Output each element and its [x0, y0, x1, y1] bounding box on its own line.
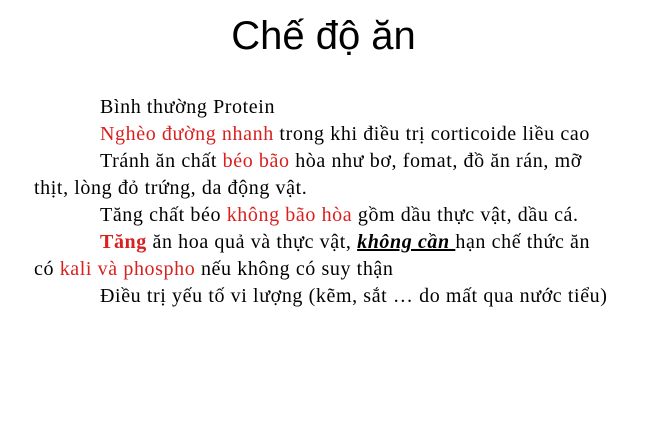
paragraph-unsaturated-fat — [34, 202, 614, 229]
paragraph-protein-text: Bình thường Protein — [100, 96, 276, 118]
highlight-sugar: Nghèo đường nhanh — [100, 123, 274, 145]
paragraph-fruit-text-3: nếu không có suy thận — [195, 258, 394, 280]
paragraph-fruit-vegetables — [34, 229, 614, 283]
paragraph-fruit-text-1: ăn hoa quả và thực vật, — [146, 231, 358, 253]
paragraph-saturated-fat-lead: Tránh ăn chất — [100, 150, 223, 172]
emphasis-no-need: không cần — [357, 231, 456, 253]
highlight-potassium-phosphorus: kali và phospho — [59, 258, 196, 280]
paragraph-micronutrients-text: Điều trị yếu tố vi lượng (kẽm, sắt … do mất qua nước tiểu) — [100, 285, 608, 307]
paragraph-sugar — [34, 121, 614, 148]
paragraph-unsaturated-fat-text: gồm dầu thực vật, dầu cá. — [352, 204, 579, 226]
paragraph-micronutrients — [34, 283, 614, 310]
slide-body — [34, 94, 614, 310]
paragraph-unsaturated-fat-lead: Tăng chất béo — [100, 204, 227, 226]
paragraph-saturated-fat-text: hòa như bơ, fomat, đồ ăn rán, mỡ thịt, lòng đỏ trứng, da động vật. — [34, 150, 582, 199]
paragraph-sugar-text: trong khi điều trị corticoide liều cao — [273, 123, 590, 145]
slide-title: Chế độ ăn — [231, 14, 416, 58]
highlight-unsaturated: không bão hòa — [226, 204, 353, 226]
paragraph-protein — [34, 94, 614, 121]
highlight-saturated: béo bão — [222, 150, 290, 172]
paragraph-saturated-fat — [34, 148, 614, 202]
highlight-increase: Tăng — [100, 231, 147, 253]
paragraph-fruit-text-2: hạn chế thức ăn có — [34, 231, 591, 280]
